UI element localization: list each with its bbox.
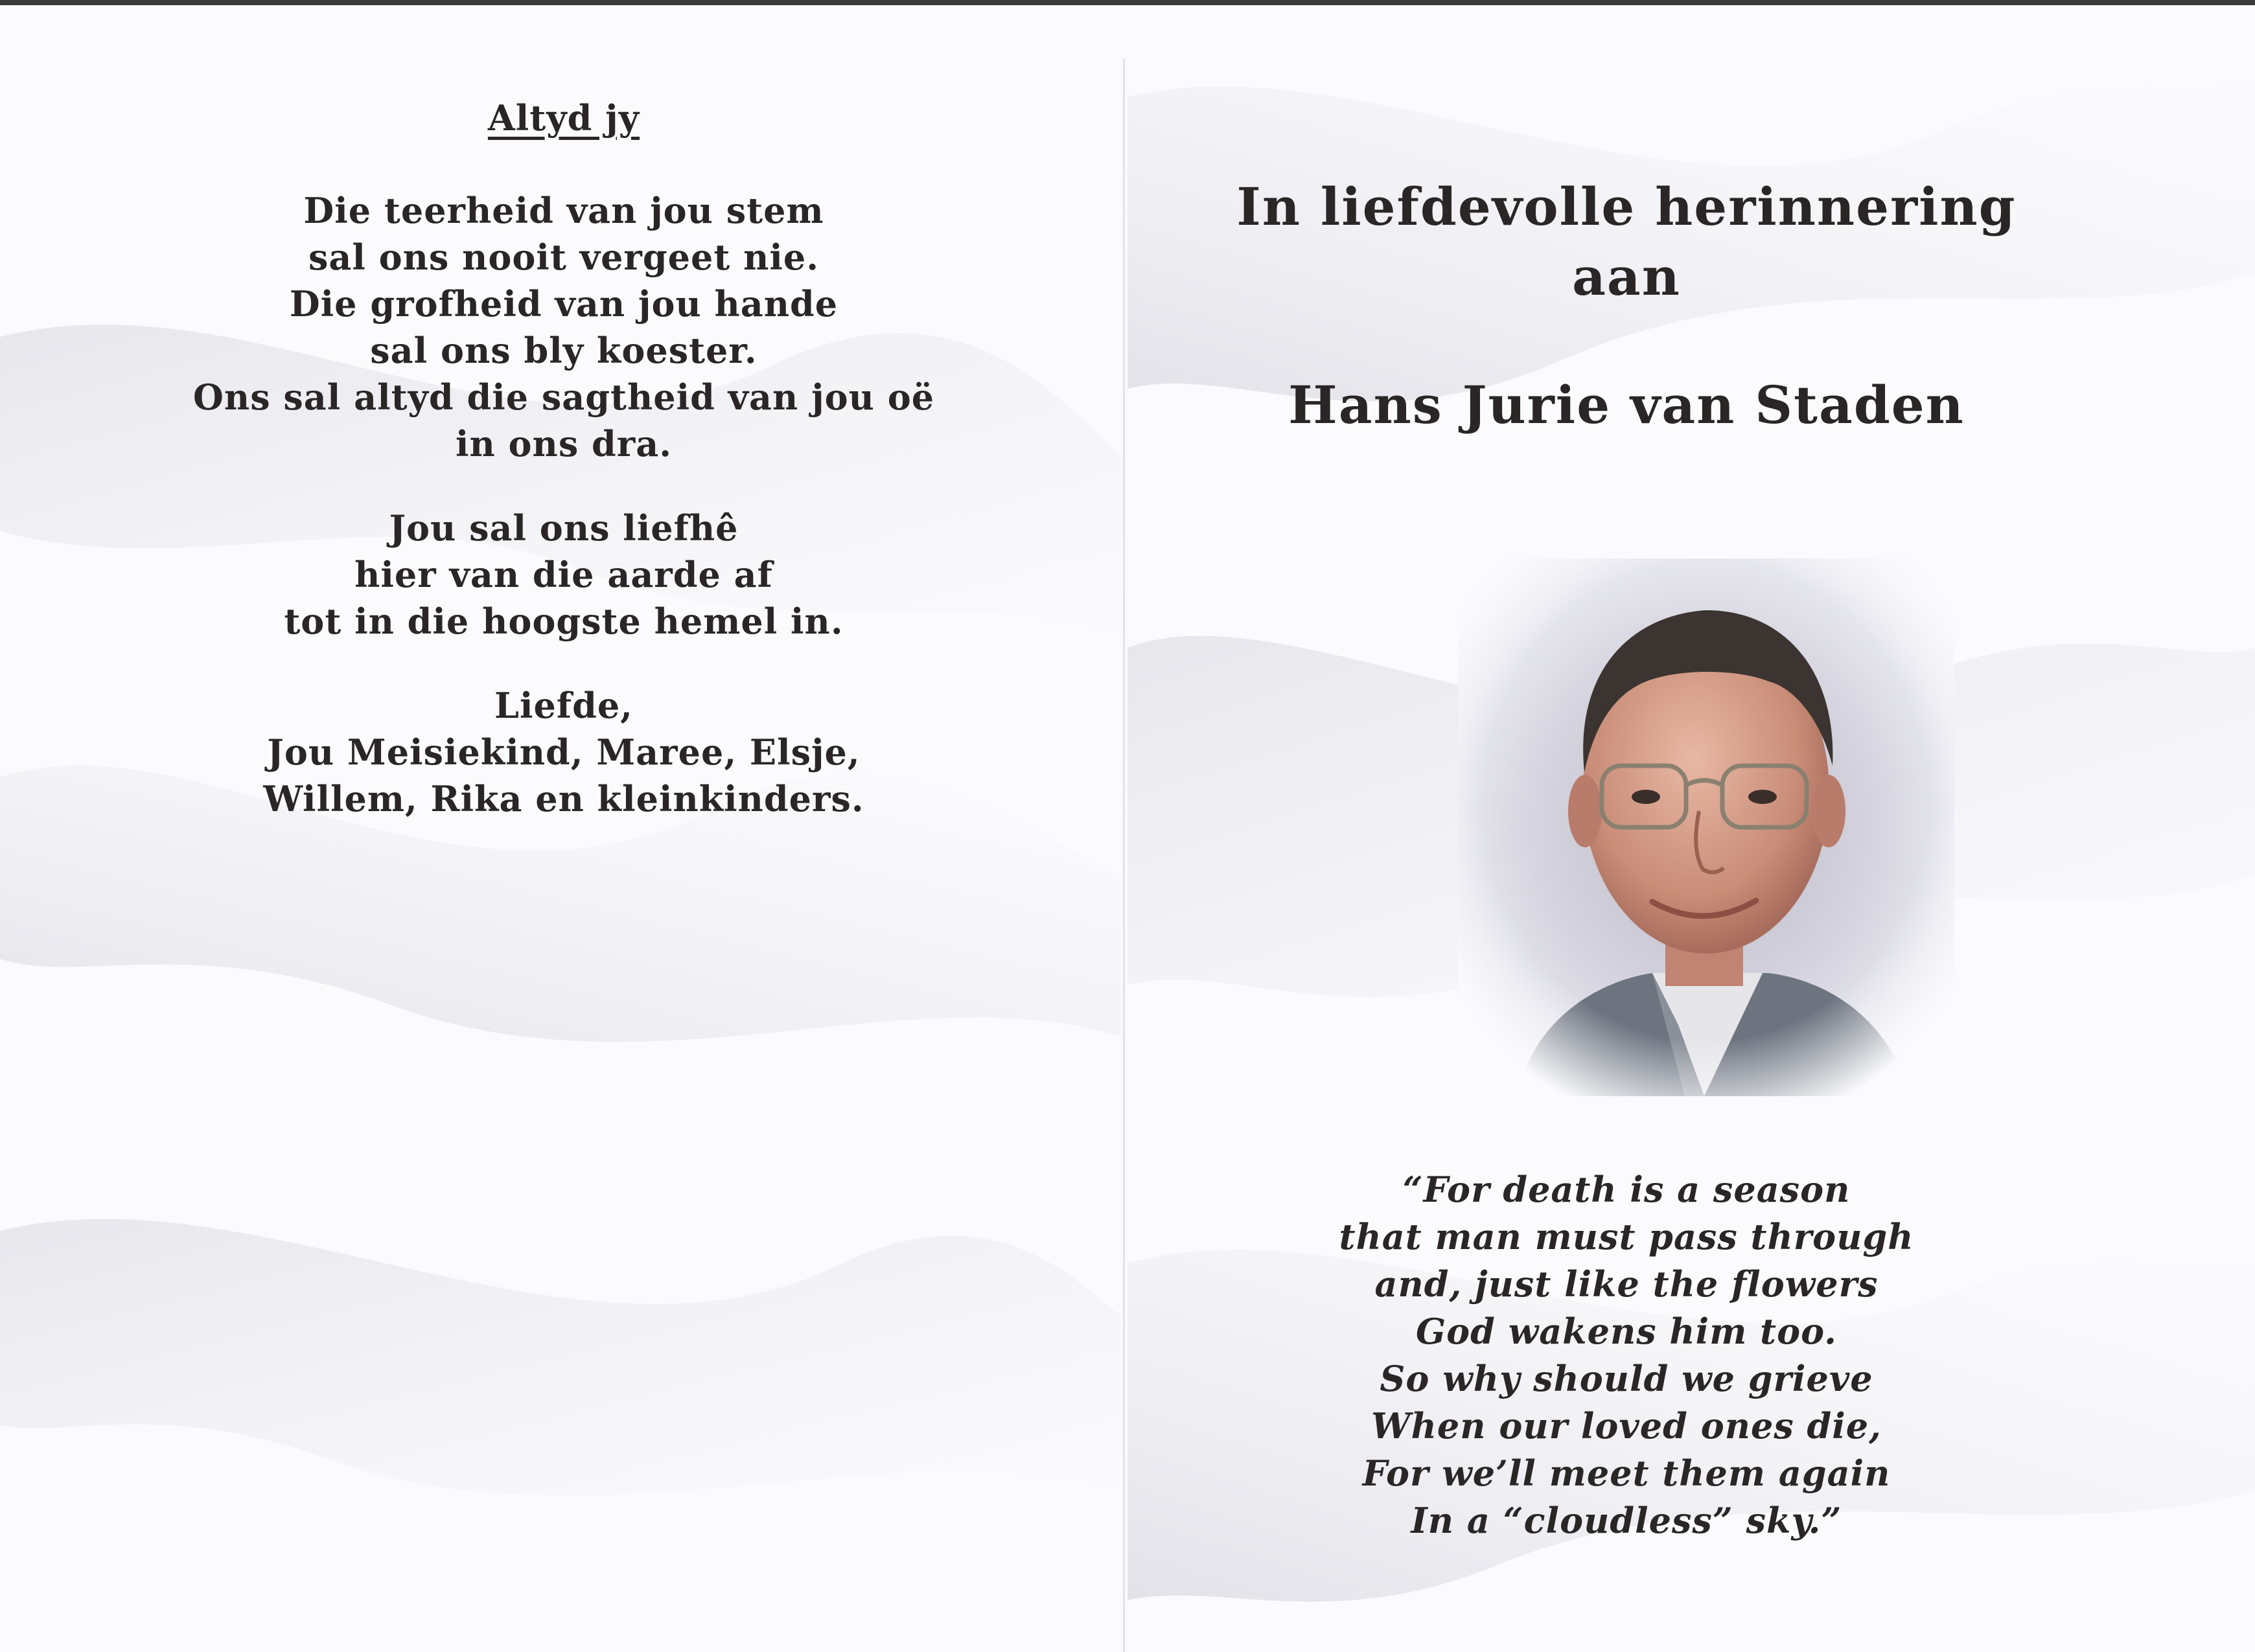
- deceased-name: Hans Jurie van Staden: [1288, 374, 1965, 435]
- quote-line: and, just like the flowers: [1374, 1263, 1879, 1305]
- signature-line: Liefde,: [494, 685, 633, 726]
- poem-line: sal ons bly koester.: [370, 330, 757, 371]
- poem-stanza-2: [39, 505, 1089, 645]
- portrait-illustration: [1458, 558, 1954, 1096]
- poem-title: Altyd jy: [487, 97, 640, 139]
- poem-line: tot in die hoogste hemel in.: [284, 601, 844, 642]
- poem-line: Ons sal altyd die sagtheid van jou oë: [192, 376, 935, 418]
- quote-line: that man must pass through: [1339, 1216, 1914, 1257]
- signature-line: Jou Meisiekind, Maree, Elsje,: [267, 731, 861, 773]
- memorial-heading: In liefdevolle herinnering: [1236, 176, 2017, 237]
- portrait-photo: [1458, 558, 1954, 1096]
- poem-signature: [39, 682, 1089, 822]
- quote-line: For we’ll meet them again: [1362, 1452, 1891, 1494]
- quote-line: God wakens him too.: [1416, 1311, 1837, 1352]
- right-panel: [1140, 172, 2112, 440]
- poem-line: Jou sal ons liefhê: [389, 507, 739, 549]
- left-panel: [39, 97, 1089, 822]
- quote-line: “For death is a season: [1402, 1169, 1851, 1210]
- poem-line: Die teerheid van jou stem: [303, 190, 824, 231]
- poem-line: in ons dra.: [455, 423, 673, 465]
- quote-line: In a “cloudless” sky.”: [1411, 1500, 1842, 1541]
- memorial-heading-aan: aan: [1572, 246, 1681, 307]
- fold-line: [1123, 58, 1125, 1652]
- poem-line: hier van die aarde af: [354, 554, 773, 595]
- quote-line: When our loved ones die,: [1371, 1405, 1882, 1447]
- memorial-quote: [1231, 1166, 2022, 1544]
- signature-line: Willem, Rika en kleinkinders.: [263, 778, 864, 820]
- poem-stanza-1: [39, 187, 1089, 467]
- poem-line: Die grofheid van jou hande: [289, 283, 838, 325]
- quote-line: So why should we grieve: [1380, 1358, 1873, 1399]
- poem-line: sal ons nooit vergeet nie.: [308, 236, 820, 278]
